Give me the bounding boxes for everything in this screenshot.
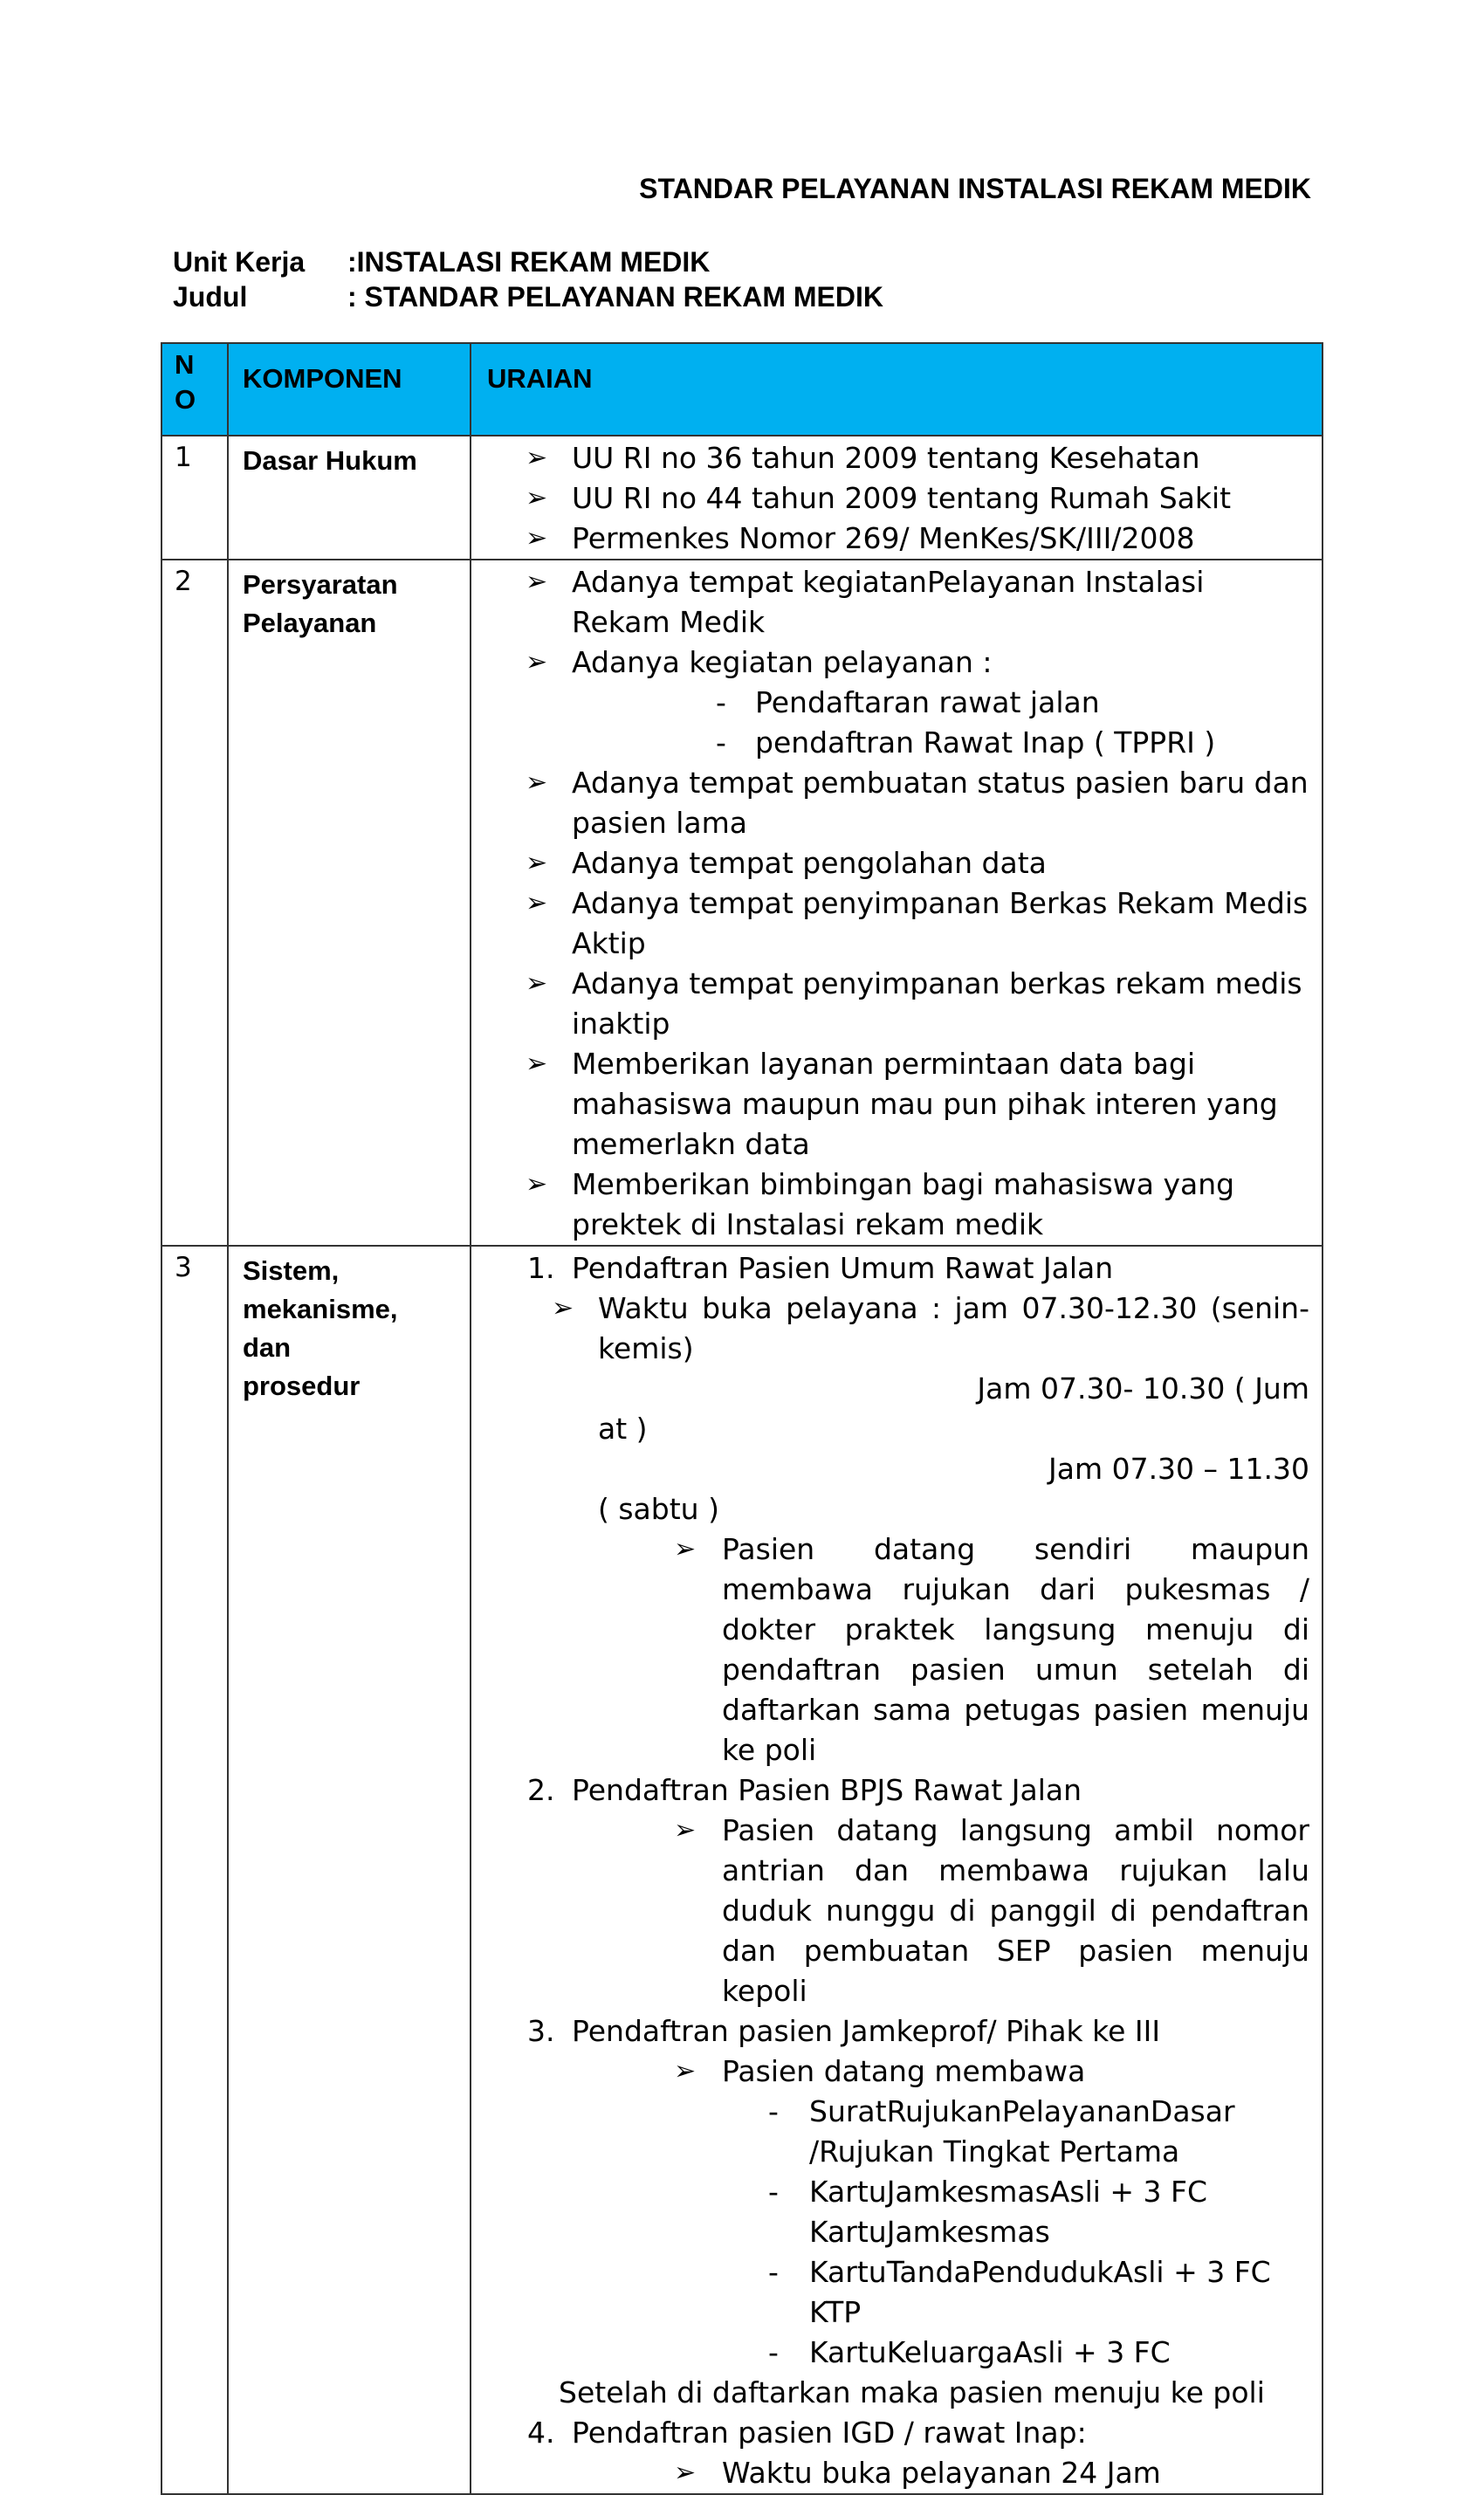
row-uraian xyxy=(471,1246,1323,2494)
list-item: ➢ Adanya tempat pembuatan status pasien baru dan pasien lama xyxy=(471,763,1309,843)
list-item: ➢ Adanya tempat kegiatanPelayanan Instalasi Rekam Medik xyxy=(471,562,1309,643)
document-item: - KartuJamkesmasAsli + 3 FC KartuJamkesmas xyxy=(471,2172,1309,2252)
list-item: ➢ Adanya tempat pengolahan data xyxy=(471,843,1309,883)
list-item: ➢ Pasien datang membawa xyxy=(471,2052,1309,2092)
procedure-title: Pendaftran pasien Jamkeprof/ Pihak ke III xyxy=(572,2014,1161,2048)
komponen-line: Pelayanan xyxy=(243,608,377,638)
row-number: 3 xyxy=(161,1246,228,2494)
row-komponen xyxy=(228,560,471,1246)
list-item: ➢ Pasien datang sendiri maupun membawa rujukan dari pukesmas / dokter praktek langsung menuju di pendaftran pasien umun setelah di daftarkan sama petugas pasien menuju ke poli xyxy=(471,1529,1309,1770)
table-row xyxy=(161,436,1323,560)
schedule-line: ( sabtu ) xyxy=(598,1492,719,1526)
standar-pelayanan-table xyxy=(161,342,1323,2495)
sub-list-item: - Pendaftaran rawat jalan xyxy=(471,683,1309,723)
meta-judul xyxy=(173,281,883,313)
procedure-title: Pendaftran pasien IGD / rawat Inap: xyxy=(572,2416,1087,2450)
procedure-number: 1. xyxy=(527,1251,555,1285)
schedule-line: Jam 07.30 – 11.30 xyxy=(1048,1452,1309,1486)
procedure-item xyxy=(471,1770,1309,1811)
procedure-title: Pendaftran Pasien BPJS Rawat Jalan xyxy=(572,1773,1082,1807)
procedure-title: Pendaftran Pasien Umum Rawat Jalan xyxy=(572,1251,1114,1285)
list-item: ➢ UU RI no 36 tahun 2009 tentang Kesehatan xyxy=(471,438,1309,478)
list-item: ➢ Memberikan layanan permintaan data bagi mahasiswa maupun mau pun pihak interen yang memerlakn data xyxy=(471,1044,1309,1165)
row-uraian xyxy=(471,560,1323,1246)
table-row xyxy=(161,1246,1323,2494)
unit-kerja-value: :INSTALASI REKAM MEDIK xyxy=(347,246,711,278)
list-item: ➢ Waktu buka pelayanan 24 Jam xyxy=(471,2453,1309,2493)
procedure-number: 2. xyxy=(527,1773,555,1807)
row-number: 2 xyxy=(161,560,228,1246)
procedure-item xyxy=(471,2011,1309,2052)
procedure-item xyxy=(471,1248,1309,1289)
procedure-number: 4. xyxy=(527,2416,555,2450)
document-item: - SuratRujukanPelayananDasar /Rujukan Tingkat Pertama xyxy=(471,2092,1309,2172)
row-uraian xyxy=(471,436,1323,560)
list-item: ➢ Waktu buka pelayana : jam 07.30-12.30 (senin-kemis) xyxy=(471,1289,1309,1369)
header-komponen: KOMPONEN xyxy=(228,343,471,436)
list-item: ➢ Adanya tempat penyimpanan Berkas Rekam Medis Aktip xyxy=(471,883,1309,964)
schedule-line: Jam 07.30- 10.30 ( Jum xyxy=(977,1371,1309,1406)
komponen-line: dan xyxy=(243,1332,292,1363)
list-item: ➢ Adanya tempat penyimpanan berkas rekam medis inaktip xyxy=(471,964,1309,1044)
komponen-line: mekanisme, xyxy=(243,1294,398,1324)
document-title: STANDAR PELAYANAN INSTALASI REKAM MEDIK xyxy=(639,173,1311,204)
list-item: ➢ Memberikan bimbingan bagi mahasiswa yang prektek di Instalasi rekam medik xyxy=(471,1165,1309,1245)
unit-kerja-label: Unit Kerja xyxy=(173,246,306,278)
header-uraian: URAIAN xyxy=(471,343,1323,436)
row-komponen xyxy=(228,1246,471,2494)
list-item: ➢ Adanya kegiatan pelayanan : xyxy=(471,643,1309,683)
procedure-item xyxy=(471,2413,1309,2453)
header-no-line1: N xyxy=(175,349,195,380)
schedule-line: at ) xyxy=(598,1412,648,1446)
header-no xyxy=(161,343,228,436)
komponen-line: Sistem, xyxy=(243,1255,340,1286)
sub-list-item: - pendaftran Rawat Inap ( TPPRI ) xyxy=(471,723,1309,763)
komponen-line: prosedur xyxy=(243,1371,361,1401)
judul-label: Judul xyxy=(173,281,248,313)
after-note: Setelah di daftarkan maka pasien menuju ke poli xyxy=(559,2375,1265,2409)
judul-value: : STANDAR PELAYANAN REKAM MEDIK xyxy=(347,281,883,313)
table-header-row xyxy=(161,343,1323,436)
meta-unit-kerja xyxy=(173,246,710,278)
table-row xyxy=(161,560,1323,1246)
procedure-number: 3. xyxy=(527,2014,555,2048)
row-komponen: Dasar Hukum xyxy=(228,436,471,560)
document-item: - KartuTandaPendudukAsli + 3 FC KTP xyxy=(471,2252,1309,2333)
list-item: ➢ Permenkes Nomor 269/ MenKes/SK/III/2008 xyxy=(471,519,1309,559)
komponen-line: Persyaratan xyxy=(243,569,398,600)
list-item: ➢ Pasien datang langsung ambil nomor antrian dan membawa rujukan lalu duduk nunggu di panggil di pendaftran dan pembuatan SEP pasien menuju kepoli xyxy=(471,1811,1309,2011)
list-item: ➢ UU RI no 44 tahun 2009 tentang Rumah Sakit xyxy=(471,478,1309,519)
row-number: 1 xyxy=(161,436,228,560)
header-no-line2: O xyxy=(175,384,196,415)
document-item: - KartuKeluargaAsli + 3 FC xyxy=(471,2333,1309,2373)
